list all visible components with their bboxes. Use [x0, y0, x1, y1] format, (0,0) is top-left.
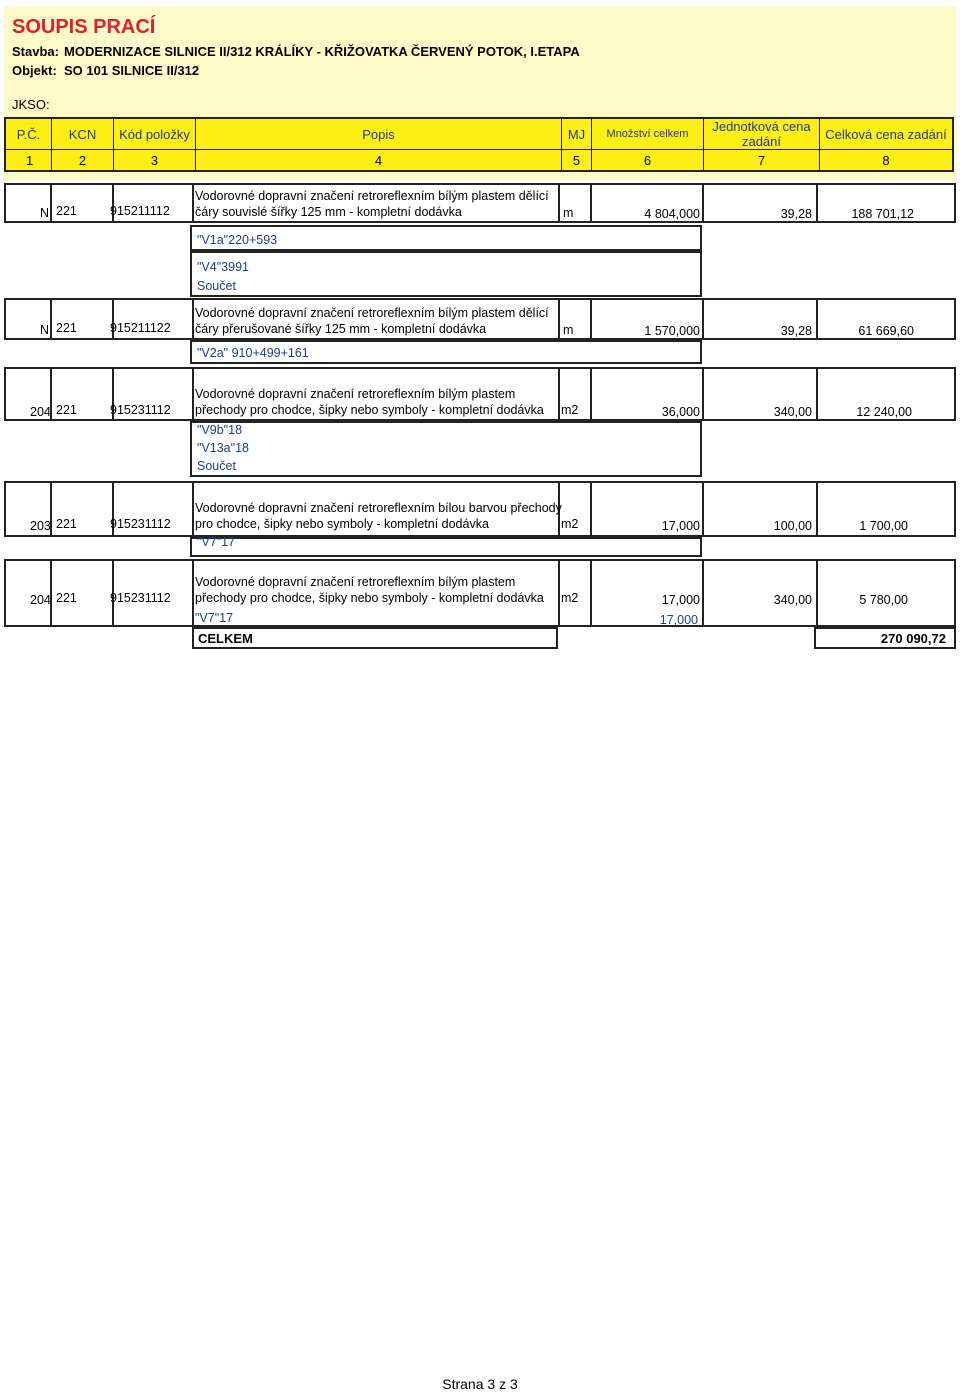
subrow-text: "V13a"18 — [197, 441, 249, 455]
colnum-6: 6 — [592, 150, 704, 170]
subrow-value: 17,000 — [659, 613, 698, 627]
total-label: CELKEM — [198, 631, 253, 646]
item-mnozstvi: 1 570,000 — [644, 324, 700, 338]
document-title: SOUPIS PRACÍ — [12, 16, 156, 38]
subrow-box — [190, 251, 702, 297]
item-mj: m — [563, 206, 574, 220]
subrow-text: "V7"17 — [195, 611, 234, 625]
objekt-line — [12, 63, 200, 78]
item-kcn: 221 — [56, 403, 77, 417]
col-mnozstvi: Množství celkem — [592, 119, 704, 149]
col-pc: P.Č. — [6, 119, 52, 149]
item-popis-1: Vodorovné dopravní značení retroreflexním bílou barvou přechody — [195, 501, 562, 515]
item-cc: 1 700,00 — [859, 519, 908, 533]
colnum-1: 1 — [6, 150, 52, 170]
item-mj: m — [563, 323, 574, 337]
item-pc: 203 — [30, 519, 51, 533]
col-popis: Popis — [196, 119, 562, 149]
total-value-box — [814, 627, 956, 649]
subrow-text: "V2a" 910+499+161 — [197, 346, 309, 360]
item-kod: 915231112 — [110, 517, 171, 531]
table-row — [4, 559, 956, 627]
subrow-text: Součet — [197, 279, 236, 293]
col-mj: MJ — [562, 119, 592, 149]
item-pc: 204 — [30, 405, 51, 419]
stavba-label: Stavba: — [12, 44, 59, 59]
colnum-4: 4 — [196, 150, 562, 170]
item-mj: m2 — [561, 517, 579, 531]
item-popis-1: Vodorovné dopravní značení retroreflexním bílým plastem — [195, 575, 516, 589]
stavba-value: MODERNIZACE SILNICE II/312 KRÁLÍKY - KŘIŽOVATKA ČERVENÝ POTOK, I.ETAPA — [64, 44, 580, 59]
col-celkova-cena: Celková cena zadání — [825, 126, 947, 142]
item-kod: 915211122 — [110, 321, 171, 335]
subrow-text: "V9b"18 — [197, 423, 243, 437]
table-row — [4, 481, 956, 537]
item-jc: 39,28 — [780, 207, 812, 221]
subrow-text: "V4"3991 — [197, 260, 249, 274]
objekt-label: Objekt: — [12, 63, 57, 78]
table-row — [4, 183, 956, 223]
item-kod: 915211112 — [110, 204, 170, 218]
column-header-row — [4, 117, 954, 151]
item-mnozstvi: 36,000 — [661, 405, 700, 419]
jkso-label: JKSO: — [12, 97, 50, 112]
stavba-line — [12, 44, 580, 59]
item-kcn: 221 — [56, 204, 77, 218]
item-jc: 340,00 — [773, 405, 812, 419]
colnum-3: 3 — [114, 150, 196, 170]
colnum-7: 7 — [704, 150, 820, 170]
colnum-8: 8 — [882, 152, 890, 168]
page-number: Strana 3 z 3 — [442, 1376, 518, 1392]
item-kod: 915231112 — [110, 591, 171, 605]
item-mnozstvi: 17,000 — [661, 593, 700, 607]
item-jc: 340,00 — [773, 593, 812, 607]
item-popis-2: čáry přerušované šířky 125 mm - kompletní dodávka — [195, 322, 487, 336]
item-cc: 5 780,00 — [859, 593, 908, 607]
item-popis-1: Vodorovné dopravní značení retroreflexním bílým plastem dělící — [195, 306, 549, 320]
item-pc: N — [40, 323, 50, 337]
subrow-box — [190, 537, 702, 557]
subrow-text: "V1a"220+593 — [197, 233, 278, 247]
objekt-value: SO 101 SILNICE II/312 — [64, 63, 200, 78]
item-mnozstvi: 4 804,000 — [644, 207, 700, 221]
item-popis-2: pro chodce, šipky nebo symboly - kompletní dodávka — [195, 517, 489, 531]
item-popis-2: přechody pro chodce, šipky nebo symboly - kompletní dodávka — [195, 591, 544, 605]
colnum-5: 5 — [562, 150, 592, 170]
subrow-text: "V7"17 — [197, 535, 236, 549]
item-kod: 915231112 — [110, 403, 171, 417]
item-kcn: 221 — [56, 517, 77, 531]
item-kcn: 221 — [56, 321, 77, 335]
item-pc: 204 — [30, 593, 51, 607]
item-cc: 12 240,00 — [856, 405, 912, 419]
subrow-text: Součet — [197, 459, 236, 473]
item-cc: 188 701,12 — [851, 207, 914, 221]
item-mj: m2 — [561, 403, 579, 417]
item-cc: 61 669,60 — [858, 324, 914, 338]
colnum-2: 2 — [52, 150, 114, 170]
col-kcn: KCN — [52, 119, 114, 149]
item-mnozstvi: 17,000 — [661, 519, 700, 533]
item-jc: 100,00 — [773, 519, 812, 533]
item-mj: m2 — [561, 591, 579, 605]
item-jc: 39,28 — [780, 324, 812, 338]
item-popis-2: čáry souvislé šířky 125 mm - kompletní dodávka — [195, 205, 462, 219]
table-row — [4, 298, 956, 340]
item-pc: N — [40, 206, 50, 220]
column-number-row — [4, 150, 954, 172]
item-popis-1: Vodorovné dopravní značení retroreflexním bílým plastem — [195, 387, 516, 401]
table-row — [4, 367, 956, 421]
item-popis-2: přechody pro chodce, šipky nebo symboly - kompletní dodávka — [195, 403, 544, 417]
subrow-box — [190, 421, 702, 477]
total-value: 270 090,72 — [880, 631, 946, 646]
total-label-box — [192, 627, 558, 649]
col-jednotkova-cena: Jednotková cena zadání — [704, 119, 820, 149]
item-popis-1: Vodorovné dopravní značení retroreflexním bílým plastem dělící — [195, 189, 549, 203]
col-kod: Kód položky — [114, 119, 196, 149]
item-kcn: 221 — [56, 591, 77, 605]
